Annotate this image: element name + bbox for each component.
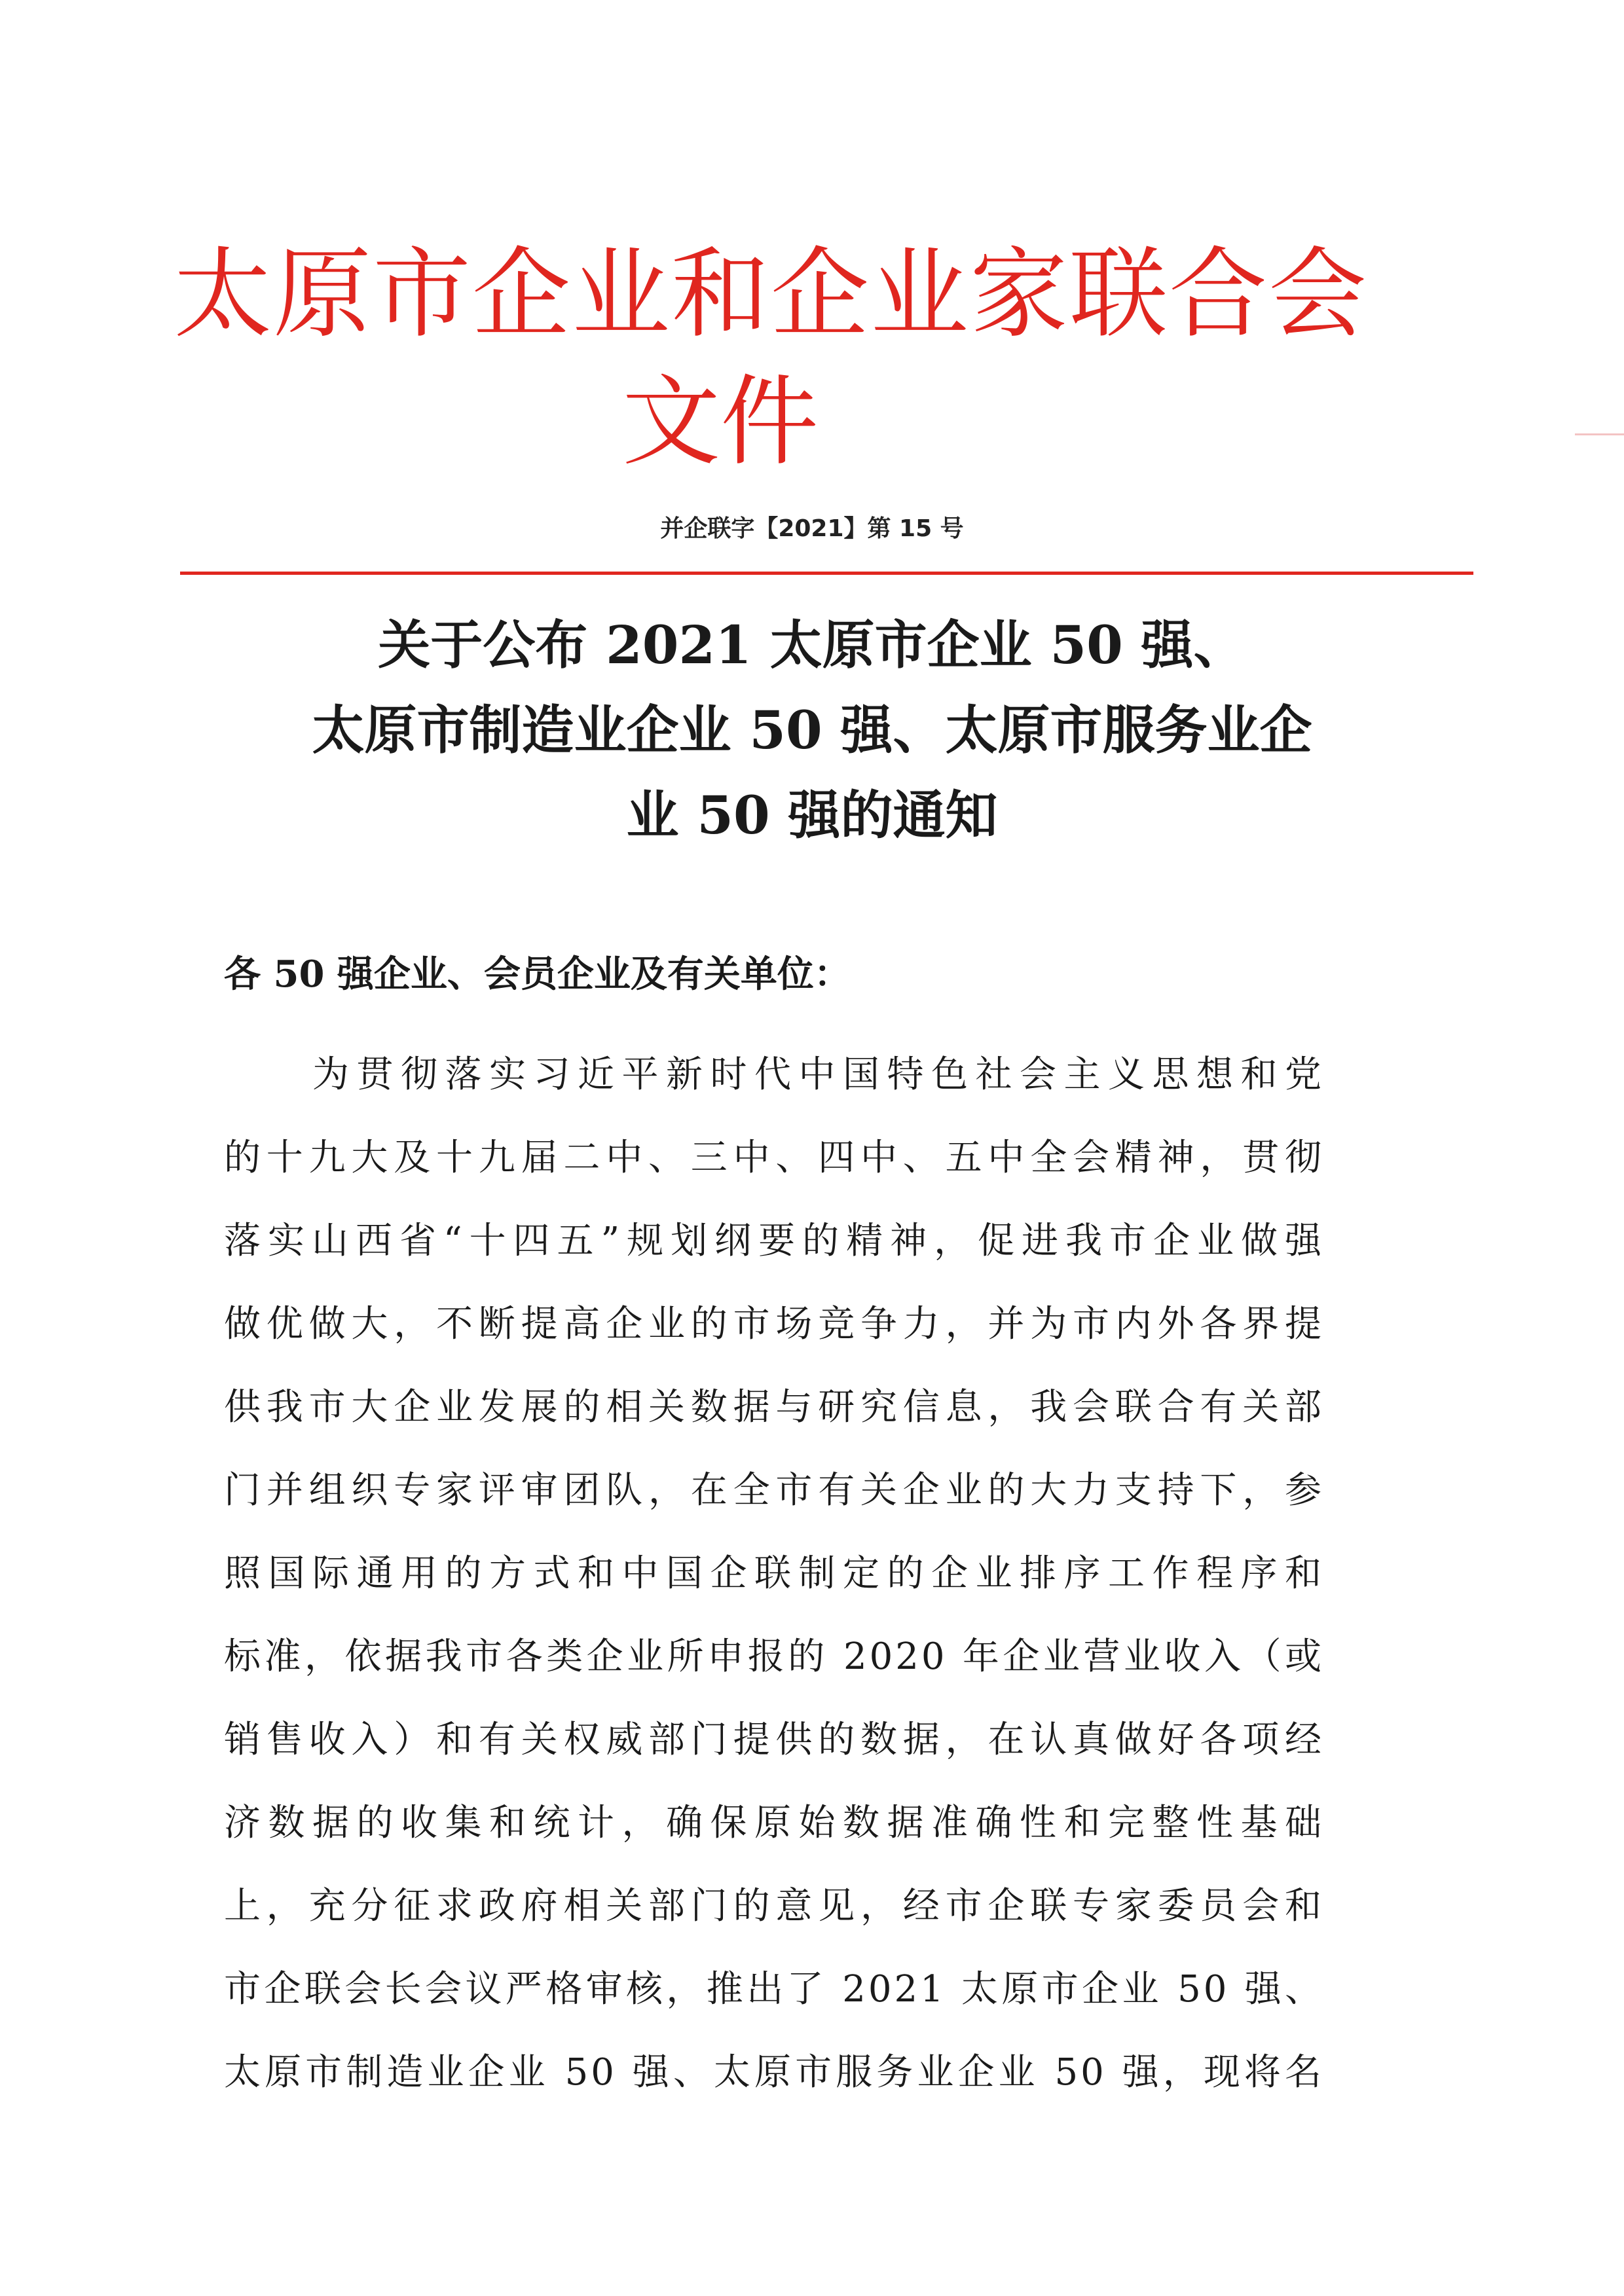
- body-line: 市企联会长会议严格审核，推出了 2021 太原市企业 50 强、: [224, 1968, 1324, 2011]
- body-line: 照国际通用的方式和中国企联制定的企业排序工作程序和: [224, 1552, 1324, 1595]
- salutation: 各 50 强企业、会员企业及有关单位：: [224, 953, 851, 996]
- body-line: 门并组织专家评审团队，在全市有关企业的大力支持下，参: [224, 1469, 1324, 1512]
- body-line: 做优做大，不断提高企业的市场竞争力，并为市内外各界提: [224, 1303, 1324, 1345]
- red-divider: [180, 572, 1473, 575]
- body-line: 的十九大及十九届二中、三中、四中、五中全会精神，贯彻: [224, 1137, 1324, 1179]
- body-line: 为贯彻落实习近平新时代中国特色社会主义思想和党: [224, 1053, 1324, 1096]
- title-line: 太原市制造业企业 50 强、太原市服务业企: [312, 699, 1312, 761]
- title-line: 业 50 强的通知: [626, 784, 998, 846]
- body-line: 销售收入）和有关权威部门提供的数据，在认真做好各项经: [224, 1719, 1324, 1761]
- edge-scan-mark: [1575, 433, 1624, 435]
- notice-title: [157, 602, 1467, 858]
- title-line: 关于公布 2021 太原市企业 50 强、: [378, 614, 1246, 676]
- document-number: 并企联字【2021】第 15 号: [660, 515, 964, 542]
- body-paragraph: [224, 1033, 1324, 2114]
- body-line: 太原市制造业企业 50 强、太原市服务业企业 50 强，现将名: [224, 2051, 1324, 2094]
- org-name-line-2: 文件: [622, 365, 819, 479]
- body-line: 供我市大企业发展的相关数据与研究信息，我会联合有关部: [224, 1386, 1324, 1429]
- body-line: 落实山西省“十四五”规划纲要的精神，促进我市企业做强: [224, 1220, 1324, 1262]
- body-line: 济数据的收集和统计，确保原始数据准确性和完整性基础: [224, 1802, 1324, 1844]
- org-name-line-1: 太原市企业和企业家联合会: [174, 238, 1369, 352]
- body-line: 上，充分征求政府相关部门的意见，经市企联专家委员会和: [224, 1885, 1324, 1927]
- body-line: 标准，依据我市各类企业所申报的 2020 年企业营业收入（或: [224, 1635, 1324, 1678]
